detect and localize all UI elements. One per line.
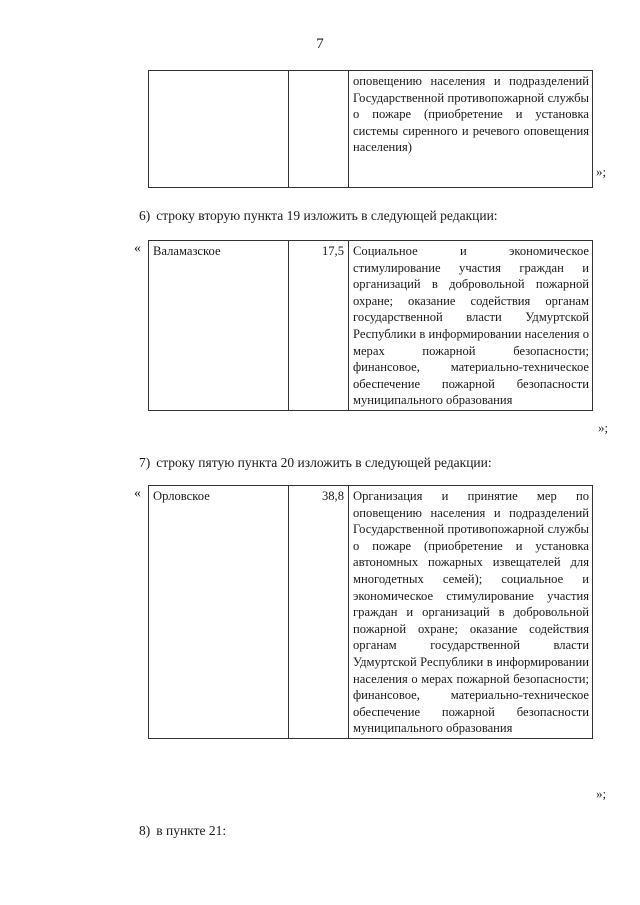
opening-quote: « bbox=[134, 486, 141, 501]
opening-quote: « bbox=[134, 241, 141, 256]
description-cell: Организация и принятие мер по оповещению населения и подразделений Государственной противопожарной службы о пожаре (приобретение и установка автономных пожарных извещателей для многодетных семей); социальное и экономическое стимулирование участия граждан и организаций в добровольной пожарной охране; оказание содействия органам государственной власти Удмуртской Республики в информировании населения о мерах пожарной безопасности; финансовое, материально-техническое обеспечение пожарной безопасности муниципального образования bbox=[349, 486, 593, 739]
amount-cell bbox=[289, 71, 349, 188]
closing-quote: »; bbox=[598, 420, 609, 435]
description-cell: Социальное и экономическое стимулирование участия граждан и организаций в добровольной пожарной охране; оказание содействия органам государственной власти Удмуртской Республики в информировании населения о мерах пожарной безопасности; финансовое, материально-техническое обеспечение пожарной безопасности муниципального образования bbox=[349, 241, 593, 411]
list-item-6 bbox=[139, 208, 498, 224]
table-row bbox=[149, 486, 593, 739]
page-number: 7 bbox=[316, 36, 324, 52]
item-text: строку вторую пункта 19 изложить в следующей редакции: bbox=[156, 208, 498, 223]
table-row bbox=[149, 71, 593, 188]
item-text: в пункте 21: bbox=[156, 823, 227, 838]
amount-cell: 17,5 bbox=[289, 241, 349, 411]
item-marker: 8) bbox=[139, 823, 151, 838]
table-row bbox=[149, 241, 593, 411]
table-fragment-continuation bbox=[148, 70, 593, 188]
municipality-name-cell: Валамазское bbox=[149, 241, 289, 411]
amount-cell: 38,8 bbox=[289, 486, 349, 739]
item-text: строку пятую пункта 20 изложить в следующей редакции: bbox=[156, 455, 492, 470]
municipality-name-cell bbox=[149, 71, 289, 188]
list-item-8 bbox=[139, 823, 226, 839]
list-item-7 bbox=[139, 455, 492, 471]
municipality-name-cell: Орловское bbox=[149, 486, 289, 739]
closing-quote: »; bbox=[596, 786, 607, 801]
item-marker: 6) bbox=[139, 208, 151, 223]
table-fragment-valamazskoe bbox=[148, 240, 593, 411]
closing-quote: »; bbox=[596, 164, 607, 179]
table-fragment-orlovskoe bbox=[148, 485, 593, 739]
description-cell: оповещению населения и подразделений Государственной противопожарной службы о пожаре (приобретение и установка системы сиренного и речевого оповещения населения) bbox=[349, 71, 593, 188]
item-marker: 7) bbox=[139, 455, 151, 470]
